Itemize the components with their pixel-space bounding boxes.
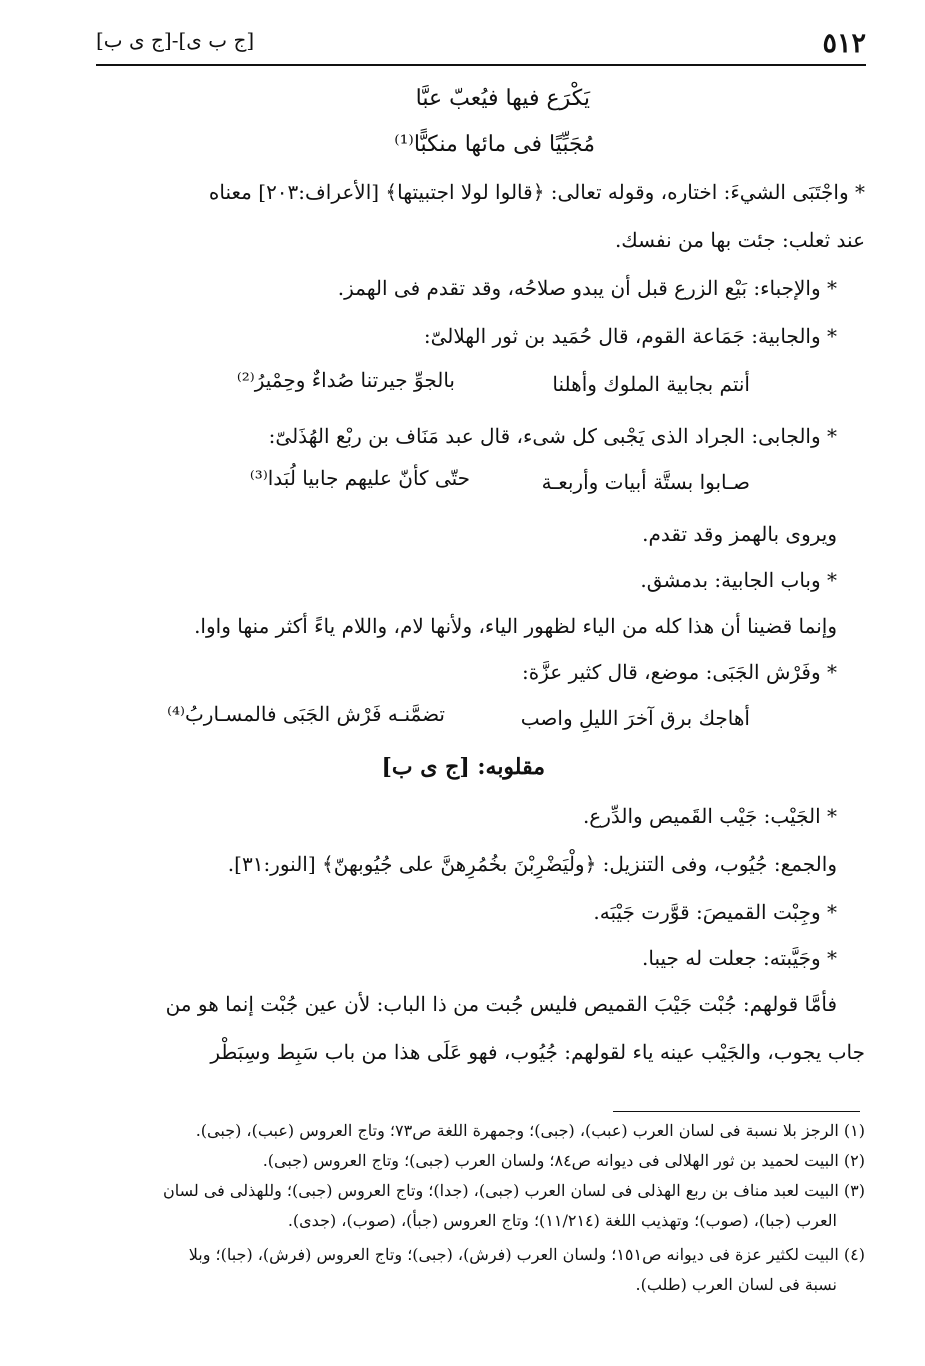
paragraph-line: والجمع: جُيُوب، وفى التنزيل: ﴿ولْيَضْرِبْنَ بخُمُرِهنَّ على جُيُوبهنّ﴾ [النور:٣١].	[227, 852, 837, 876]
footnote-line: (٣) البيت لعبد مناف بن ربع الهذلى فى لسان العرب (جبى)، (جدا)؛ وتاج العروس (جبى)؛ وللهذلى فى لسان	[162, 1181, 865, 1200]
footnote-line: نسبة فى لسان العرب (طلب).	[635, 1275, 837, 1294]
paragraph-line: فأمَّا قولهم: جُبْت جَيْبَ القميص فليس جُبت من ذا الباب: لأن عين جُبْت إنما هو من	[165, 992, 837, 1016]
page-number: ٥١٢	[822, 28, 866, 59]
paragraph-line: * وجَيَّبته: جعلت له جيبا.	[642, 946, 837, 970]
paragraph-line: * واجْتَبَى الشيءَ: اختاره، وقوله تعالى: ﴿قالوا لولا اجتبيتها﴾ [الأعراف:٢٠٣] معناه	[208, 180, 865, 204]
paragraph-line: عند ثعلب: جئت بها من نفسك.	[614, 228, 865, 252]
verse-hemistich-right: أنتم بجابية الملوك وأهلنا	[552, 372, 750, 396]
paragraph-line: * والجابية: جَمَاعة القوم، قال حُمَيد بن ثور الهلالىّ:	[423, 324, 837, 348]
verse-hemistich-left: حتّى كأنّ عليهم جابيا لُبَدا⁽³⁾	[249, 466, 470, 490]
paragraph-line: جاب يجوب، والجَيْب عينه ياء لقولهم: جُيُوب، فهو عَلَى هذا من باب سَبِط وسِبَطْر	[210, 1040, 865, 1064]
page-header	[96, 24, 866, 62]
paragraph-line: * وفَرْش الجَبَى: موضع، قال كثير عزَّة:	[522, 660, 837, 684]
paragraph-line: * والإجباء: بَيْع الزرع قبل أن يبدو صلاحُه، وقد تقدم فى الهمز.	[337, 276, 837, 300]
verse-intro-line-2: مُجَبِّيًا فى مائها منكبًّا⁽¹⁾	[394, 132, 595, 157]
paragraph-line: ويروى بالهمز وقد تقدم.	[642, 522, 837, 546]
header-rule	[96, 64, 866, 66]
footnote-line: العرب (جبا)، (صوب)؛ وتهذيب اللغة (١١/٢١٤)؛ وتاج العروس (جبأ)، (صوب)، (جدى).	[287, 1211, 837, 1230]
verse-hemistich-left: بالجوِّ جيرتنا صُداءٌ وحِمْيرُ⁽²⁾	[236, 368, 455, 392]
footnote-rule	[613, 1111, 860, 1112]
paragraph-line: * الجَيْب: جَيْب القَميص والدِّرع.	[582, 804, 837, 828]
section-heading: مقلوبه: [ج ى ب]	[381, 754, 545, 780]
paragraph-line: * وجِبْت القميصَ: قوَّرت جَيْبَه.	[593, 900, 837, 924]
footnote-line: (١) الرجز بلا نسبة فى لسان العرب (عبب)، (جبى)؛ وجمهرة اللغة ص٧٣؛ وتاج العروس (عبب)، (جبى).	[195, 1121, 865, 1140]
verse-hemistich-left: تضمَّنـه فَرْش الجَبَى فالمسـاربُ⁽⁴⁾	[167, 702, 445, 726]
footnote-line: (٤) البيت لكثير عزة فى ديوانه ص١٥١؛ ولسان العرب (فرش)، (جبى)؛ وتاج العروس (فرش)، (جبا)؛ وبلا	[188, 1245, 865, 1264]
paragraph-line: وإنما قضينا أن هذا كله من الياء لظهور الياء، ولأنها لام، واللام ياءً أكثر منها واوا.	[194, 614, 837, 638]
verse-hemistich-right: صـابوا بستَّة أبيات وأربعـة	[541, 470, 750, 494]
verse-hemistich-right: أهاجك برق آخرَ الليلِ واصب	[520, 706, 750, 730]
footnote-line: (٢) البيت لحميد بن ثور الهلالى فى ديوانه ص٨٤؛ ولسان العرب (جبى)؛ وتاج العروس (جبى).	[262, 1151, 865, 1170]
verse-intro-line-1: يَكْرَع فيها فيُعبّ عبَّا	[415, 86, 590, 111]
running-head: [ج ب ى]-[ج ى ب]	[96, 28, 255, 52]
paragraph-line: * والجابى: الجراد الذى يَجْبى كل شىء، قال عبد مَنَاف بن ربْع الهُذَلىّ:	[268, 424, 837, 448]
paragraph-line: * وباب الجابية: بدمشق.	[640, 568, 837, 592]
